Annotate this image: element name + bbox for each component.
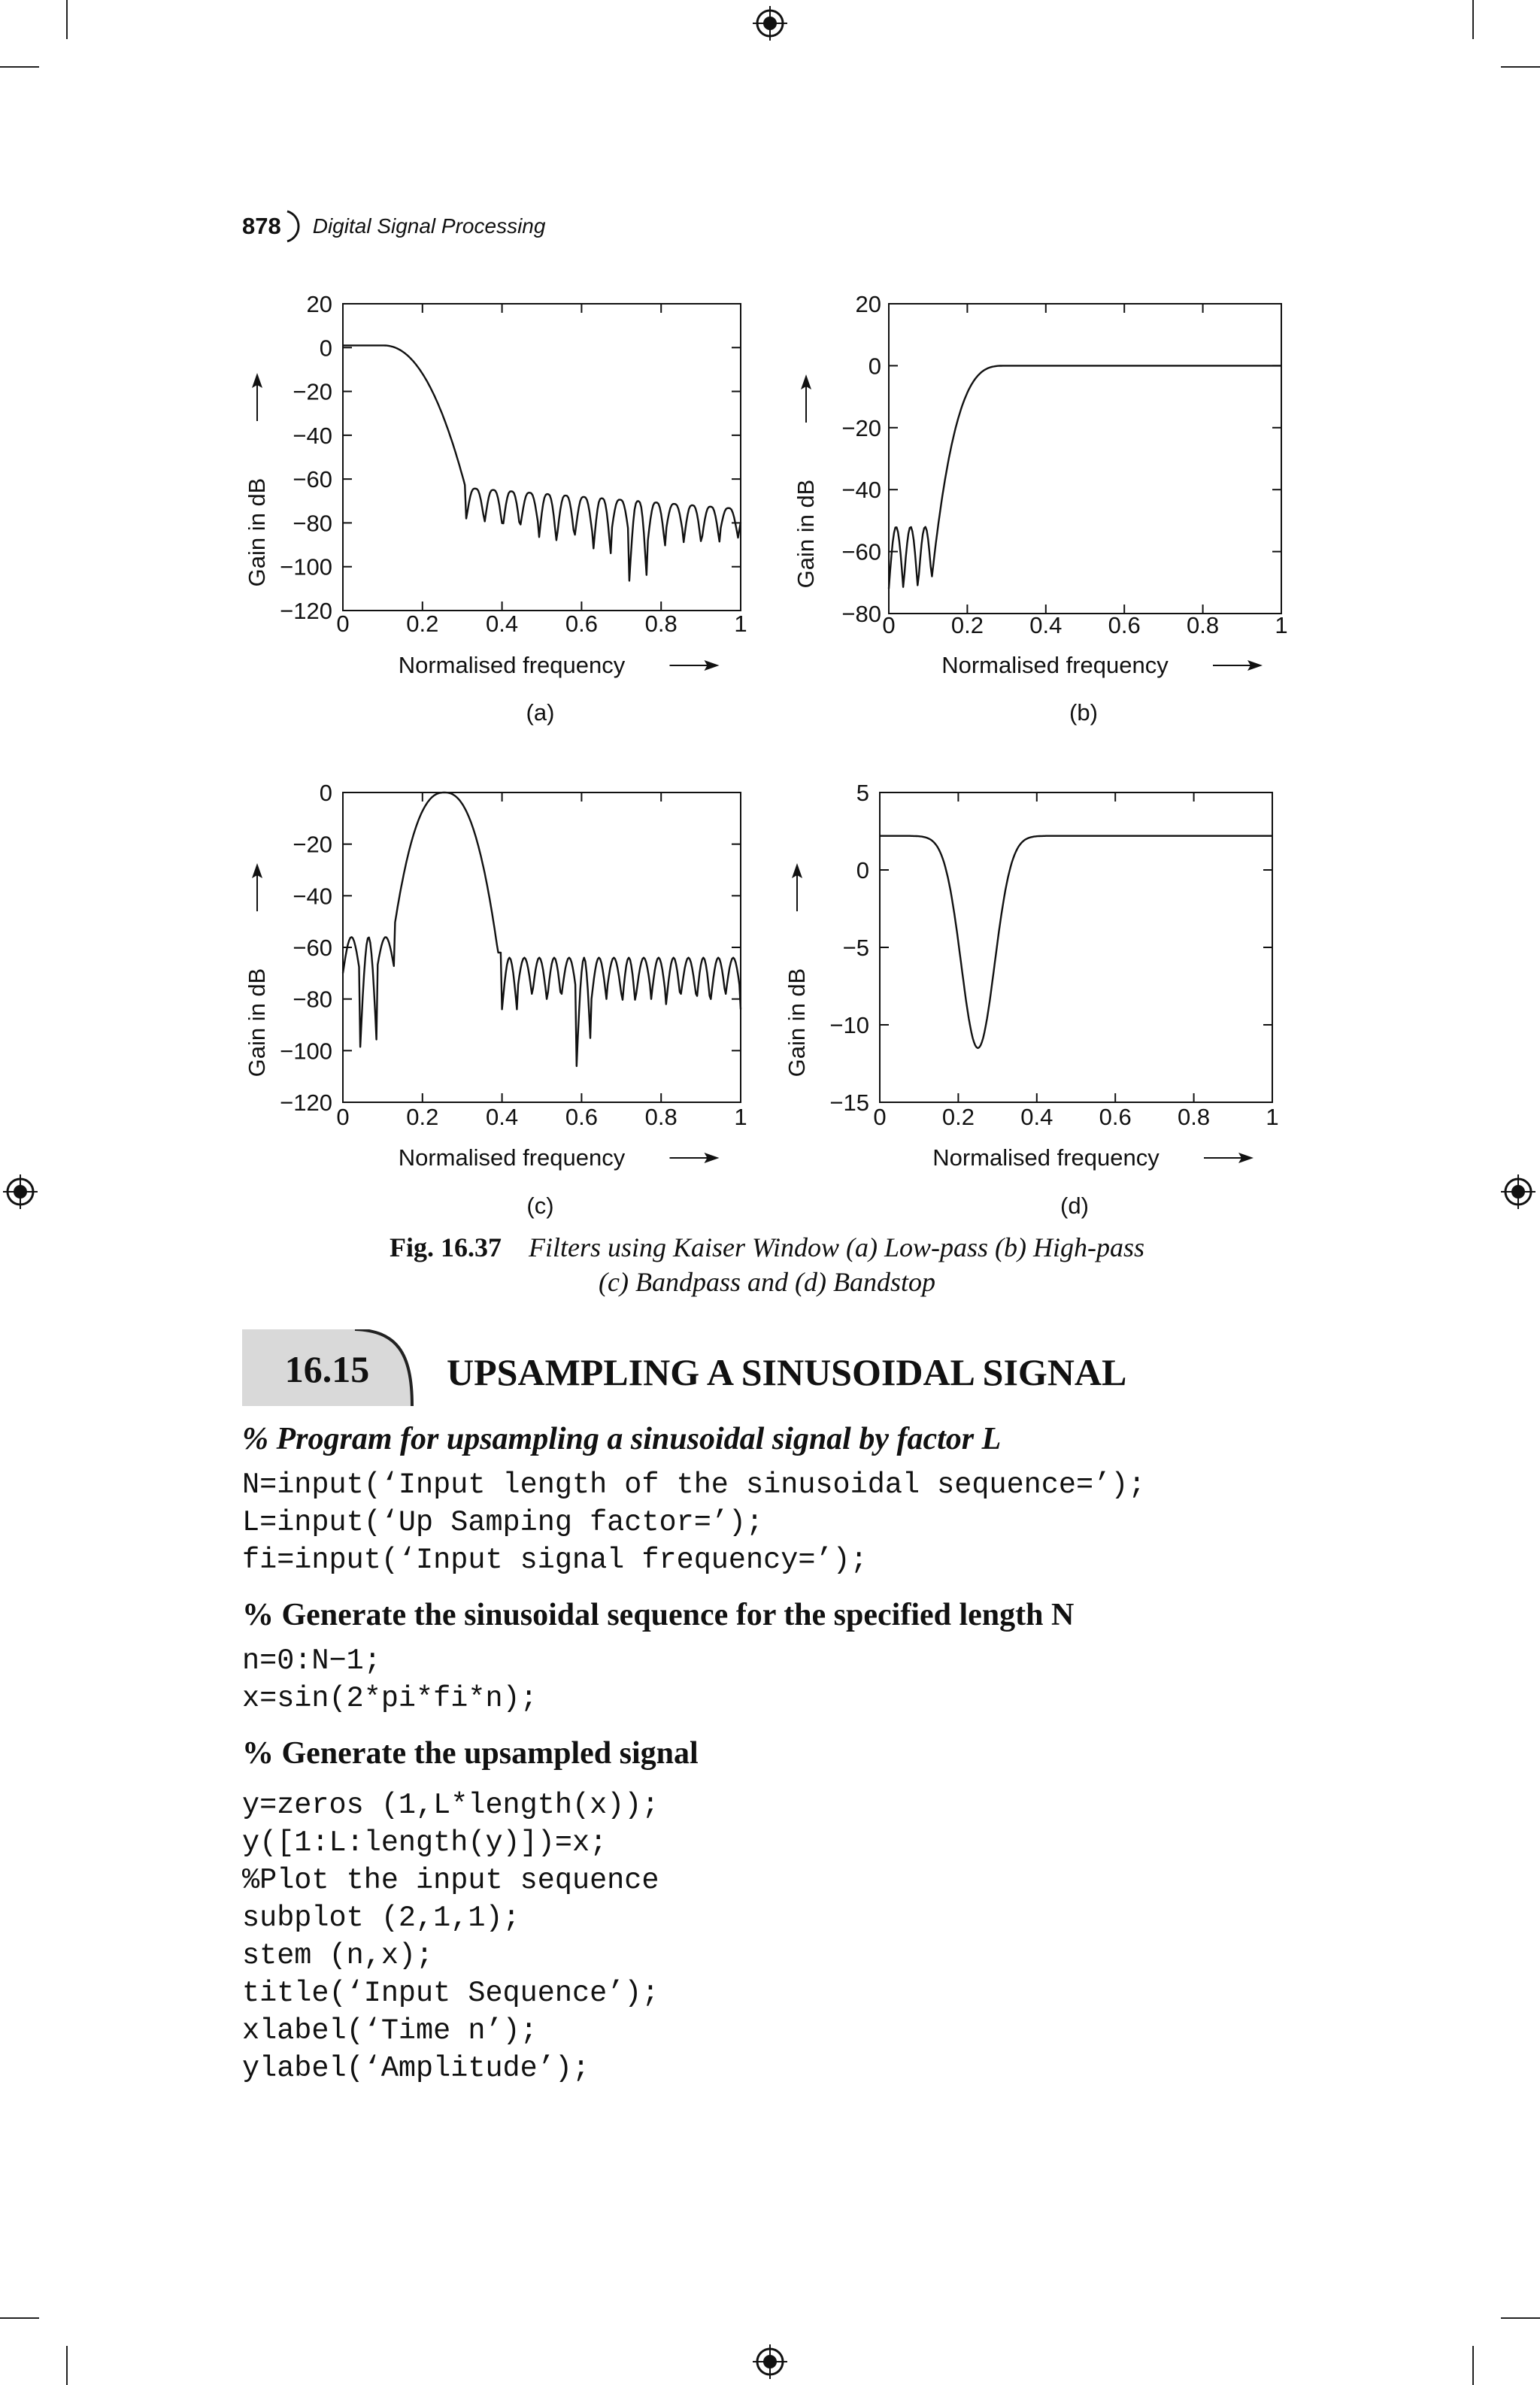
x-tick-label: 0.6 (1099, 1104, 1132, 1130)
x-tick-label: 0.6 (565, 611, 598, 637)
x-tick-label: 1 (734, 1104, 747, 1130)
registration-mark-icon (753, 2344, 787, 2379)
plot-frame (880, 792, 1272, 1102)
code-block-upsample: y=zeros (1,L*length(x)); y([1:L:length(y)])=x; %Plot the input sequence subplot (2,1,1); stem (n,x); title(‘Input Sequence’); xlabel(‘Time n’); ylabel(‘Amplitude’); (242, 1789, 659, 2085)
section-number: 16.15 (284, 1348, 370, 1390)
y-tick-label: 20 (306, 291, 332, 317)
x-tick-label: 0.2 (941, 1104, 975, 1130)
x-tick-label: 0.2 (406, 1104, 439, 1130)
code-block-input: N=input(‘Input length of the sinusoidal sequence=’); L=input(‘Up Samping factor=’); fi=input(‘Input signal frequency=’); (242, 1468, 1146, 1577)
y-tick-label: −20 (841, 414, 881, 441)
crop-mark (1501, 2317, 1540, 2319)
figure-number: Fig. 16.37 (389, 1232, 502, 1262)
y-tick-label: −60 (841, 538, 881, 565)
x-tick-label: 0.4 (486, 611, 519, 637)
y-tick-label: −60 (293, 466, 332, 493)
x-tick-label: 0.2 (950, 612, 984, 638)
chart-panel-d (0, 752, 1540, 1233)
x-tick-label: 0.8 (1187, 612, 1220, 638)
x-tick-label: 0 (873, 1104, 887, 1130)
figure-caption (226, 1230, 1308, 1299)
crop-mark (1472, 2346, 1474, 2385)
x-tick-label: 0.2 (406, 611, 439, 637)
y-tick-label: −5 (842, 935, 869, 961)
x-tick-label: 0.4 (1020, 1104, 1053, 1130)
y-axis-title: Gain in dB (793, 479, 819, 589)
y-tick-label: −120 (280, 598, 332, 624)
x-tick-label: 0.4 (1029, 612, 1063, 638)
y-tick-label: −60 (293, 935, 332, 961)
y-tick-label: −40 (293, 422, 332, 449)
program-comment-heading: % Generate the upsampled signal (242, 1736, 699, 1771)
x-tick-label: 0.4 (486, 1104, 519, 1130)
x-tick-label: 0.6 (1108, 612, 1141, 638)
x-tick-label: 1 (1275, 612, 1288, 638)
page-number: 878 (242, 213, 281, 239)
caption-line-1 (226, 1230, 1308, 1265)
y-tick-label: −80 (293, 510, 332, 537)
y-tick-label: 0 (856, 857, 869, 883)
panel-label: (a) (526, 699, 555, 726)
x-tick-label: 0.8 (1178, 1104, 1211, 1130)
chart-panel-b (0, 0, 1540, 752)
chart-b-svg (0, 0, 1540, 752)
y-tick-label: −15 (829, 1089, 869, 1116)
x-tick-label: 0 (336, 611, 350, 637)
y-tick-label: −20 (293, 831, 332, 858)
x-tick-label: 0.8 (644, 611, 678, 637)
caption-text-2: (c) Bandpass and (d) Bandstop (599, 1267, 935, 1297)
y-tick-label: −80 (841, 601, 881, 627)
x-axis-title: Normalised frequency (398, 1144, 626, 1171)
y-axis-title: Gain in dB (784, 968, 810, 1077)
program-comment-heading: % Program for upsampling a sinusoidal signal by factor L (242, 1422, 1002, 1456)
response-curve (889, 365, 1281, 589)
code-block-sequence: n=0:N−1; x=sin(2*pi*fi*n); (242, 1644, 538, 1715)
panel-label: (b) (1069, 699, 1098, 726)
y-tick-label: −120 (280, 1089, 332, 1116)
y-tick-label: 5 (856, 780, 869, 806)
x-axis-title: Normalised frequency (932, 1144, 1160, 1171)
y-tick-label: −10 (829, 1012, 869, 1038)
x-tick-label: 0.8 (644, 1104, 678, 1130)
y-tick-label: −20 (293, 378, 332, 405)
book-title: Digital Signal Processing (312, 214, 546, 238)
panel-label: (c) (526, 1192, 554, 1219)
y-tick-label: 0 (319, 335, 332, 362)
x-axis-title: Normalised frequency (941, 652, 1169, 678)
section-title: UPSAMPLING A SINUSOIDAL SIGNAL (447, 1351, 1127, 1393)
plot-frame (889, 304, 1281, 614)
y-tick-label: −40 (841, 477, 881, 504)
x-tick-label: 0 (882, 612, 896, 638)
crop-mark (0, 2317, 39, 2319)
crop-mark (66, 2346, 68, 2385)
x-axis-title: Normalised frequency (398, 652, 626, 678)
y-tick-label: 0 (868, 353, 881, 380)
x-tick-label: 1 (734, 611, 747, 637)
program-comment-heading: % Generate the sinusoidal sequence for the specified length N (242, 1598, 1075, 1632)
y-tick-label: 0 (319, 780, 332, 806)
y-tick-label: −100 (280, 553, 332, 580)
x-tick-label: 1 (1266, 1104, 1279, 1130)
x-tick-label: 0.6 (565, 1104, 598, 1130)
chart-d-svg (0, 752, 1540, 1233)
y-axis-title: Gain in dB (244, 968, 270, 1077)
response-curve (880, 836, 1272, 1048)
y-axis-title: Gain in dB (244, 477, 270, 587)
y-tick-label: 20 (855, 291, 881, 317)
y-tick-label: −40 (293, 883, 332, 910)
caption-text-1: Filters using Kaiser Window (a) Low-pass (b) High-pass (528, 1232, 1145, 1262)
x-tick-label: 0 (336, 1104, 350, 1130)
y-tick-label: −100 (280, 1038, 332, 1065)
panel-label: (d) (1060, 1192, 1089, 1219)
y-tick-label: −80 (293, 986, 332, 1013)
